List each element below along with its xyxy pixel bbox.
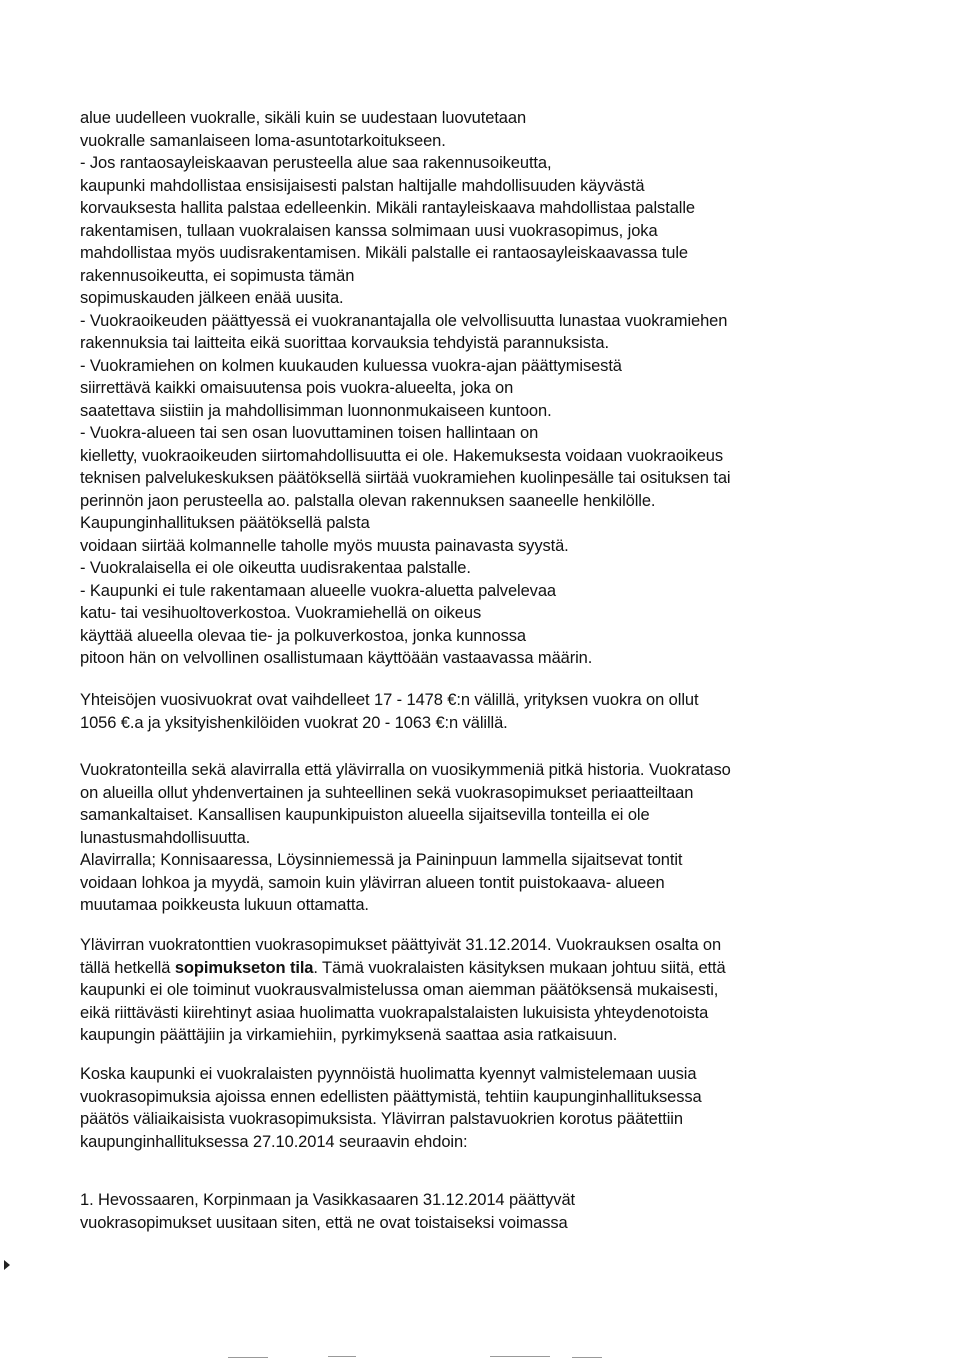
text-line: muutamaa poikkeusta lukuun ottamatta. [80,896,369,914]
text-line: - Vuokra-alueen tai sen osan luovuttaminen toisen hallintaan on [80,424,539,442]
text-line: samankaltaiset. Kansallisen kaupunkipuiston alueella sijaitsevilla tonteilla ei ole [80,806,650,824]
text-line: teknisen palvelukeskuksen päätöksellä siirtää vuokramiehen kuolinpesälle tai osituksen tai [80,469,731,487]
text-line: kaupunki mahdollistaa ensisijaisesti palstan haltijalle mahdollisuuden käyvästä [80,176,645,195]
scan-artifact [490,1356,550,1357]
text-line: rakennusoikeutta, ei sopimusta tämän [80,266,355,285]
text-line: - Vuokralaisella ei ole oikeutta uudisrakentaa palstalle. [80,559,471,577]
text-line: siirrettävä kaikki omaisuutensa pois vuokra-alueelta, joka on [80,379,514,397]
text-line: vuokrasopimukset uusitaan siten, että ne ovat toistaiseksi voimassa [80,1213,568,1232]
paragraph-lease-terms [80,107,940,670]
text-line: rakennuksia tai laitteita eikä suorittaa korvauksia tehdyistä parannuksista. [80,334,609,352]
text-line: alue uudelleen vuokralle, sikäli kuin se uudestaan luovutetaan [80,109,527,127]
text-line: vuokrasopimuksia ajoissa ennen edellisten päättymistä, tehtiin kaupunginhallituksessa [80,1087,702,1106]
text-line: kaupunginhallituksessa 27.10.2014 seuraavin ehdoin: [80,1132,468,1151]
text-line: katu- tai vesihuoltoverkostoa. Vuokramiehellä on oikeus [80,604,482,622]
text-line: päätös väliaikaisista vuokrasopimuksista. Ylävirran palstavuokrien korotus päätettiin [80,1110,683,1128]
text-run: . Tämä vuokralaisten käsityksen mukaan johtuu siitä, että [313,958,726,977]
text-line: korvauksesta hallita palstaa edelleenkin. Mikäli rantayleiskaava mahdollistaa palstalle [80,199,695,217]
text-line: käyttää alueella olevaa tie- ja polkuverkostoa, jonka kunnossa [80,626,526,645]
text-line: mahdollistaa myös uudisrakentamisen. Mikäli palstalle ei rantaosayleiskaavassa tule [80,244,689,262]
text-line: sopimuskauden jälkeen enää uusita. [80,289,344,307]
text-run: tällä hetkellä [80,958,175,977]
scan-artifact [328,1356,356,1357]
text-line: eikä riittävästi kiirehtinyt asiaa huolimatta vuokrapalstalaisten lukuisista yhteydenotoista [80,1003,709,1022]
text-line: - Vuokraoikeuden päättyessä ei vuokranantajalla ole velvollisuutta lunastaa vuokramiehen [80,311,728,330]
emphasis-sopimukseton-tila: sopimukseton tila [174,958,314,977]
text-line: Kaupunginhallituksen päätöksellä palsta [80,514,370,532]
text-line: Alavirralla; Konnisaaressa, Löysinniemessä ja Paininpuun lammella sijaitsevat tontit [80,851,683,869]
text-line: rakentamisen, tullaan vuokralaisen kanssa solmimaan uusi vuokrasopimus, joka [80,221,658,240]
text-line: Yhteisöjen vuosivuokrat ovat vaihdelleet 17 - 1478 €:n välillä, yrityksen vuokra on ollut [80,691,699,709]
text-line: kaupunki ei ole toiminut vuokrausvalmistelussa oman aiemman päätöksensä mukaisesti, [80,981,719,999]
text-line: vuokralle samanlaiseen loma-asuntotarkoitukseen. [80,131,446,150]
text-line: saatettava siistiin ja mahdollisimman luonnonmukaiseen kuntoon. [80,401,552,420]
paragraph-agreement-status [80,934,940,1047]
paragraph-temporary-agreements [80,1063,940,1153]
paragraph-numbered-item-1 [80,1189,940,1234]
paragraph-annual-rents [80,689,940,734]
paragraph-history [80,759,940,917]
text-line: Koska kaupunki ei vuokralaisten pyynnöistä huolimatta kyennyt valmistelemaan uusia [80,1065,697,1083]
text-line: Ylävirran vuokratonttien vuokrasopimukset päättyivät 31.12.2014. Vuokrauksen osalta on [80,936,722,954]
scan-artifact [228,1357,268,1358]
text-line: perinnön jaon perusteella ao. palstalla olevan rakennuksen saaneelle henkilölle. [80,491,656,510]
text-line: pitoon hän on velvollinen osallistumaan käyttöään vastaavassa määrin. [80,649,593,667]
text-line: voidaan lohkoa ja myydä, samoin kuin ylävirran alueen tontit puistokaava- alueen [80,873,665,892]
text-line: kaupungin päättäjiin ja virkamiehiin, pyrkimyksenä saattaa asia ratkaisuun. [80,1026,618,1044]
text-line: - Jos rantaosayleiskaavan perusteella alue saa rakennusoikeutta, [80,154,552,172]
text-line-mixed [80,957,940,980]
scan-artifact [572,1357,602,1358]
text-line: 1056 €.a ja yksityishenkilöiden vuokrat 20 - 1063 €:n välillä. [80,713,508,732]
text-line: voidaan siirtää kolmannelle taholle myös muusta painavasta syystä. [80,536,569,555]
scan-margin-mark [4,1260,10,1270]
text-line: lunastusmahdollisuutta. [80,828,251,847]
text-line: - Vuokramiehen on kolmen kuukauden kuluessa vuokra-ajan päättymisestä [80,356,622,375]
text-line: Vuokratonteilla sekä alavirralla että ylävirralla on vuosikymmeniä pitkä historia. Vuokrataso [80,761,731,779]
text-line: - Kaupunki ei tule rakentamaan alueelle vuokra-aluetta palvelevaa [80,581,556,600]
text-line: on alueilla ollut yhdenvertainen ja suhteellinen sekä vuokrasopimukset periaatteiltaan [80,783,694,802]
text-line: 1. Hevossaaren, Korpinmaan ja Vasikkasaaren 31.12.2014 päättyvät [80,1191,576,1209]
text-line: kielletty, vuokraoikeuden siirtomahdollisuutta ei ole. Hakemuksesta voidaan vuokraoikeus [80,446,723,465]
